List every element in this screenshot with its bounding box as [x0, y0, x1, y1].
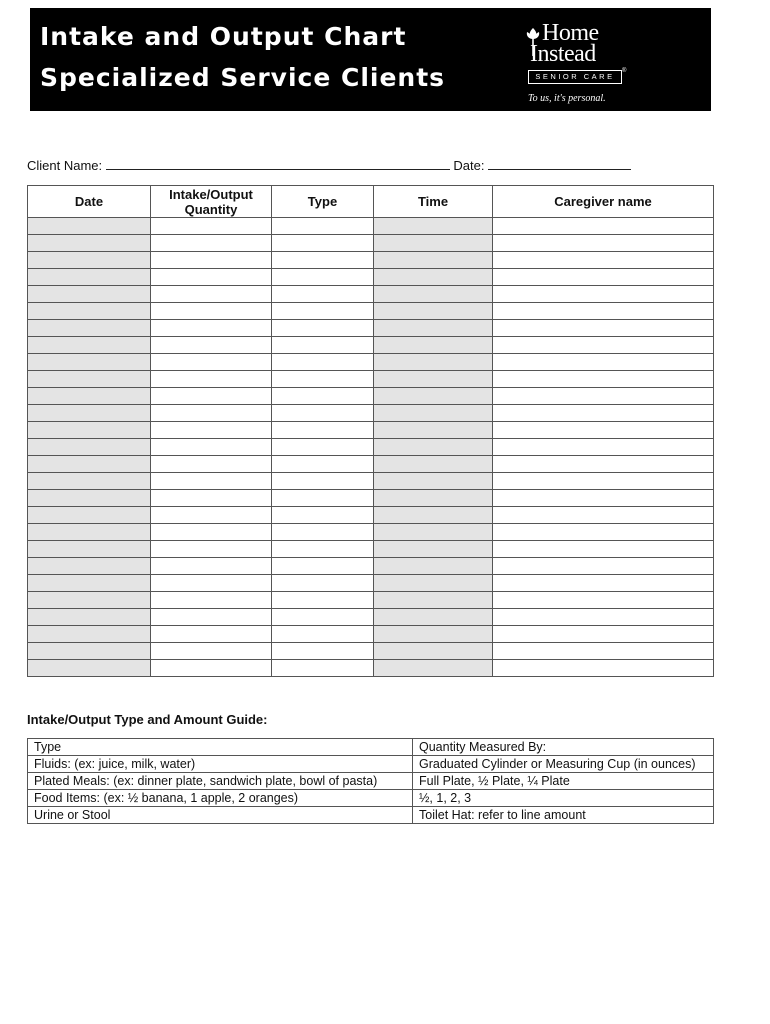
- page-subtitle: Specialized Service Clients: [40, 63, 446, 92]
- time-cell[interactable]: [374, 507, 493, 524]
- log-row: [28, 235, 714, 252]
- logo-text-instead: Instead: [530, 41, 596, 67]
- date-cell[interactable]: [28, 218, 151, 235]
- quantity-cell[interactable]: [151, 422, 272, 439]
- quantity-cell[interactable]: [151, 235, 272, 252]
- type-cell[interactable]: [272, 303, 374, 320]
- quantity-cell[interactable]: [151, 541, 272, 558]
- time-cell[interactable]: [374, 269, 493, 286]
- caregiver-cell[interactable]: [493, 473, 714, 490]
- date-cell[interactable]: [28, 371, 151, 388]
- registered-mark: ®: [622, 68, 627, 74]
- log-row: [28, 473, 714, 490]
- quantity-cell[interactable]: [151, 269, 272, 286]
- date-cell[interactable]: [28, 643, 151, 660]
- log-row: [28, 507, 714, 524]
- guide-body: [28, 739, 714, 824]
- quantity-cell[interactable]: [151, 388, 272, 405]
- type-cell[interactable]: [272, 507, 374, 524]
- col-header-caregiver: Caregiver name: [493, 186, 714, 218]
- guide-type-cell: Urine or Stool: [28, 807, 413, 824]
- date-cell[interactable]: [28, 337, 151, 354]
- intake-output-log-table: [27, 185, 714, 677]
- log-row: [28, 303, 714, 320]
- home-instead-logo: [524, 20, 634, 110]
- time-cell[interactable]: [374, 371, 493, 388]
- type-cell[interactable]: [272, 235, 374, 252]
- caregiver-cell[interactable]: [493, 252, 714, 269]
- guide-quantity-cell: Full Plate, ½ Plate, ¼ Plate: [413, 773, 714, 790]
- type-cell[interactable]: [272, 354, 374, 371]
- quantity-cell[interactable]: [151, 218, 272, 235]
- caregiver-cell[interactable]: [493, 592, 714, 609]
- time-cell[interactable]: [374, 388, 493, 405]
- caregiver-cell[interactable]: [493, 643, 714, 660]
- type-cell[interactable]: [272, 558, 374, 575]
- type-cell[interactable]: [272, 643, 374, 660]
- date-cell[interactable]: [28, 320, 151, 337]
- caregiver-cell[interactable]: [493, 354, 714, 371]
- log-row: [28, 371, 714, 388]
- type-cell[interactable]: [272, 286, 374, 303]
- type-amount-guide-table: [27, 738, 714, 824]
- type-cell[interactable]: [272, 218, 374, 235]
- date-cell[interactable]: [28, 388, 151, 405]
- logo-senior-care: SENIOR CARE: [528, 70, 622, 84]
- date-cell[interactable]: [28, 541, 151, 558]
- caregiver-cell[interactable]: [493, 507, 714, 524]
- caregiver-cell[interactable]: [493, 286, 714, 303]
- date-cell[interactable]: [28, 609, 151, 626]
- time-cell[interactable]: [374, 592, 493, 609]
- date-cell[interactable]: [28, 524, 151, 541]
- time-cell[interactable]: [374, 422, 493, 439]
- quantity-cell[interactable]: [151, 490, 272, 507]
- date-cell[interactable]: [28, 422, 151, 439]
- quantity-cell[interactable]: [151, 558, 272, 575]
- date-cell[interactable]: [28, 286, 151, 303]
- quantity-cell[interactable]: [151, 592, 272, 609]
- caregiver-cell[interactable]: [493, 558, 714, 575]
- quantity-cell[interactable]: [151, 575, 272, 592]
- log-body: [28, 218, 714, 677]
- log-row: [28, 405, 714, 422]
- caregiver-cell[interactable]: [493, 660, 714, 677]
- date-cell[interactable]: [28, 660, 151, 677]
- header-banner: [30, 8, 711, 111]
- date-cell[interactable]: [28, 354, 151, 371]
- log-row: [28, 337, 714, 354]
- log-row: [28, 422, 714, 439]
- time-cell[interactable]: [374, 320, 493, 337]
- caregiver-cell[interactable]: [493, 422, 714, 439]
- type-cell[interactable]: [272, 473, 374, 490]
- log-row: [28, 558, 714, 575]
- date-cell[interactable]: [28, 405, 151, 422]
- quantity-cell[interactable]: [151, 660, 272, 677]
- quantity-cell[interactable]: [151, 320, 272, 337]
- date-cell[interactable]: [28, 592, 151, 609]
- client-name-label: Client Name:: [27, 158, 103, 173]
- log-row: [28, 286, 714, 303]
- time-cell[interactable]: [374, 609, 493, 626]
- date-cell[interactable]: [28, 235, 151, 252]
- time-cell[interactable]: [374, 473, 493, 490]
- type-cell[interactable]: [272, 456, 374, 473]
- log-row: [28, 354, 714, 371]
- log-header-row: [28, 186, 714, 218]
- quantity-cell[interactable]: [151, 354, 272, 371]
- time-cell[interactable]: [374, 558, 493, 575]
- col-header-date: Date: [28, 186, 151, 218]
- guide-row: [28, 790, 714, 807]
- time-cell[interactable]: [374, 490, 493, 507]
- guide-type-cell: Food Items: (ex: ½ banana, 1 apple, 2 oranges): [28, 790, 413, 807]
- log-row: [28, 490, 714, 507]
- client-name-field[interactable]: [106, 157, 450, 170]
- logo-text-home: Home: [542, 20, 599, 46]
- date-cell[interactable]: [28, 303, 151, 320]
- quantity-cell[interactable]: [151, 473, 272, 490]
- time-cell[interactable]: [374, 354, 493, 371]
- log-row: [28, 609, 714, 626]
- time-cell[interactable]: [374, 303, 493, 320]
- time-cell[interactable]: [374, 626, 493, 643]
- date-cell[interactable]: [28, 575, 151, 592]
- time-cell[interactable]: [374, 541, 493, 558]
- date-cell[interactable]: [28, 507, 151, 524]
- col-header-quantity: Intake/Output Quantity: [151, 186, 272, 218]
- time-cell[interactable]: [374, 575, 493, 592]
- type-cell[interactable]: [272, 660, 374, 677]
- log-row: [28, 660, 714, 677]
- caregiver-cell[interactable]: [493, 439, 714, 456]
- guide-row: [28, 756, 714, 773]
- guide-row: [28, 807, 714, 824]
- type-cell[interactable]: [272, 439, 374, 456]
- time-cell[interactable]: [374, 286, 493, 303]
- log-row: [28, 218, 714, 235]
- type-cell[interactable]: [272, 575, 374, 592]
- logo-tagline: To us, it's personal.: [528, 93, 606, 104]
- type-cell[interactable]: [272, 388, 374, 405]
- quantity-cell[interactable]: [151, 371, 272, 388]
- time-cell[interactable]: [374, 643, 493, 660]
- caregiver-cell[interactable]: [493, 337, 714, 354]
- quantity-cell[interactable]: [151, 524, 272, 541]
- quantity-cell[interactable]: [151, 609, 272, 626]
- type-cell[interactable]: [272, 371, 374, 388]
- date-cell[interactable]: [28, 558, 151, 575]
- time-cell[interactable]: [374, 405, 493, 422]
- date-label: Date:: [453, 158, 485, 173]
- time-cell[interactable]: [374, 456, 493, 473]
- guide-header-row: [28, 739, 714, 756]
- log-row: [28, 592, 714, 609]
- guide-quantity-cell: Toilet Hat: refer to line amount: [413, 807, 714, 824]
- type-cell[interactable]: [272, 252, 374, 269]
- caregiver-cell[interactable]: [493, 524, 714, 541]
- log-row: [28, 388, 714, 405]
- caregiver-cell[interactable]: [493, 405, 714, 422]
- type-cell[interactable]: [272, 626, 374, 643]
- time-cell[interactable]: [374, 252, 493, 269]
- log-row: [28, 626, 714, 643]
- log-row: [28, 456, 714, 473]
- caregiver-cell[interactable]: [493, 269, 714, 286]
- log-row: [28, 439, 714, 456]
- guide-quantity-cell: Quantity Measured By:: [413, 739, 714, 756]
- log-row: [28, 643, 714, 660]
- date-field[interactable]: [488, 157, 631, 170]
- log-row: [28, 252, 714, 269]
- type-cell[interactable]: [272, 269, 374, 286]
- caregiver-cell[interactable]: [493, 235, 714, 252]
- type-cell[interactable]: [272, 337, 374, 354]
- time-cell[interactable]: [374, 524, 493, 541]
- guide-quantity-cell: ½, 1, 2, 3: [413, 790, 714, 807]
- date-cell[interactable]: [28, 439, 151, 456]
- quantity-cell[interactable]: [151, 303, 272, 320]
- guide-type-cell: Plated Meals: (ex: dinner plate, sandwich plate, bowl of pasta): [28, 773, 413, 790]
- log-row: [28, 541, 714, 558]
- guide-title: Intake/Output Type and Amount Guide:: [27, 712, 268, 727]
- col-header-type: Type: [272, 186, 374, 218]
- guide-quantity-cell: Graduated Cylinder or Measuring Cup (in ounces): [413, 756, 714, 773]
- time-cell[interactable]: [374, 660, 493, 677]
- time-cell[interactable]: [374, 235, 493, 252]
- quantity-cell[interactable]: [151, 405, 272, 422]
- quantity-cell[interactable]: [151, 507, 272, 524]
- client-info-line: [27, 157, 631, 173]
- caregiver-cell[interactable]: [493, 456, 714, 473]
- type-cell[interactable]: [272, 422, 374, 439]
- date-cell[interactable]: [28, 490, 151, 507]
- quantity-cell[interactable]: [151, 456, 272, 473]
- quantity-cell[interactable]: [151, 286, 272, 303]
- date-cell[interactable]: [28, 252, 151, 269]
- caregiver-cell[interactable]: [493, 575, 714, 592]
- log-row: [28, 524, 714, 541]
- caregiver-cell[interactable]: [493, 490, 714, 507]
- date-cell[interactable]: [28, 473, 151, 490]
- date-cell[interactable]: [28, 269, 151, 286]
- caregiver-cell[interactable]: [493, 320, 714, 337]
- caregiver-cell[interactable]: [493, 371, 714, 388]
- log-row: [28, 320, 714, 337]
- time-cell[interactable]: [374, 218, 493, 235]
- type-cell[interactable]: [272, 405, 374, 422]
- quantity-cell[interactable]: [151, 626, 272, 643]
- type-cell[interactable]: [272, 592, 374, 609]
- time-cell[interactable]: [374, 337, 493, 354]
- type-cell[interactable]: [272, 490, 374, 507]
- caregiver-cell[interactable]: [493, 541, 714, 558]
- type-cell[interactable]: [272, 524, 374, 541]
- log-row: [28, 575, 714, 592]
- page-title: Intake and Output Chart: [40, 22, 407, 51]
- quantity-cell[interactable]: [151, 252, 272, 269]
- log-row: [28, 269, 714, 286]
- type-cell[interactable]: [272, 541, 374, 558]
- caregiver-cell[interactable]: [493, 303, 714, 320]
- caregiver-cell[interactable]: [493, 626, 714, 643]
- type-cell[interactable]: [272, 609, 374, 626]
- date-cell[interactable]: [28, 456, 151, 473]
- guide-row: [28, 773, 714, 790]
- col-header-time: Time: [374, 186, 493, 218]
- time-cell[interactable]: [374, 439, 493, 456]
- quantity-cell[interactable]: [151, 643, 272, 660]
- caregiver-cell[interactable]: [493, 609, 714, 626]
- date-cell[interactable]: [28, 626, 151, 643]
- guide-type-cell: Fluids: (ex: juice, milk, water): [28, 756, 413, 773]
- caregiver-cell[interactable]: [493, 218, 714, 235]
- quantity-cell[interactable]: [151, 439, 272, 456]
- caregiver-cell[interactable]: [493, 388, 714, 405]
- quantity-cell[interactable]: [151, 337, 272, 354]
- guide-type-cell: Type: [28, 739, 413, 756]
- type-cell[interactable]: [272, 320, 374, 337]
